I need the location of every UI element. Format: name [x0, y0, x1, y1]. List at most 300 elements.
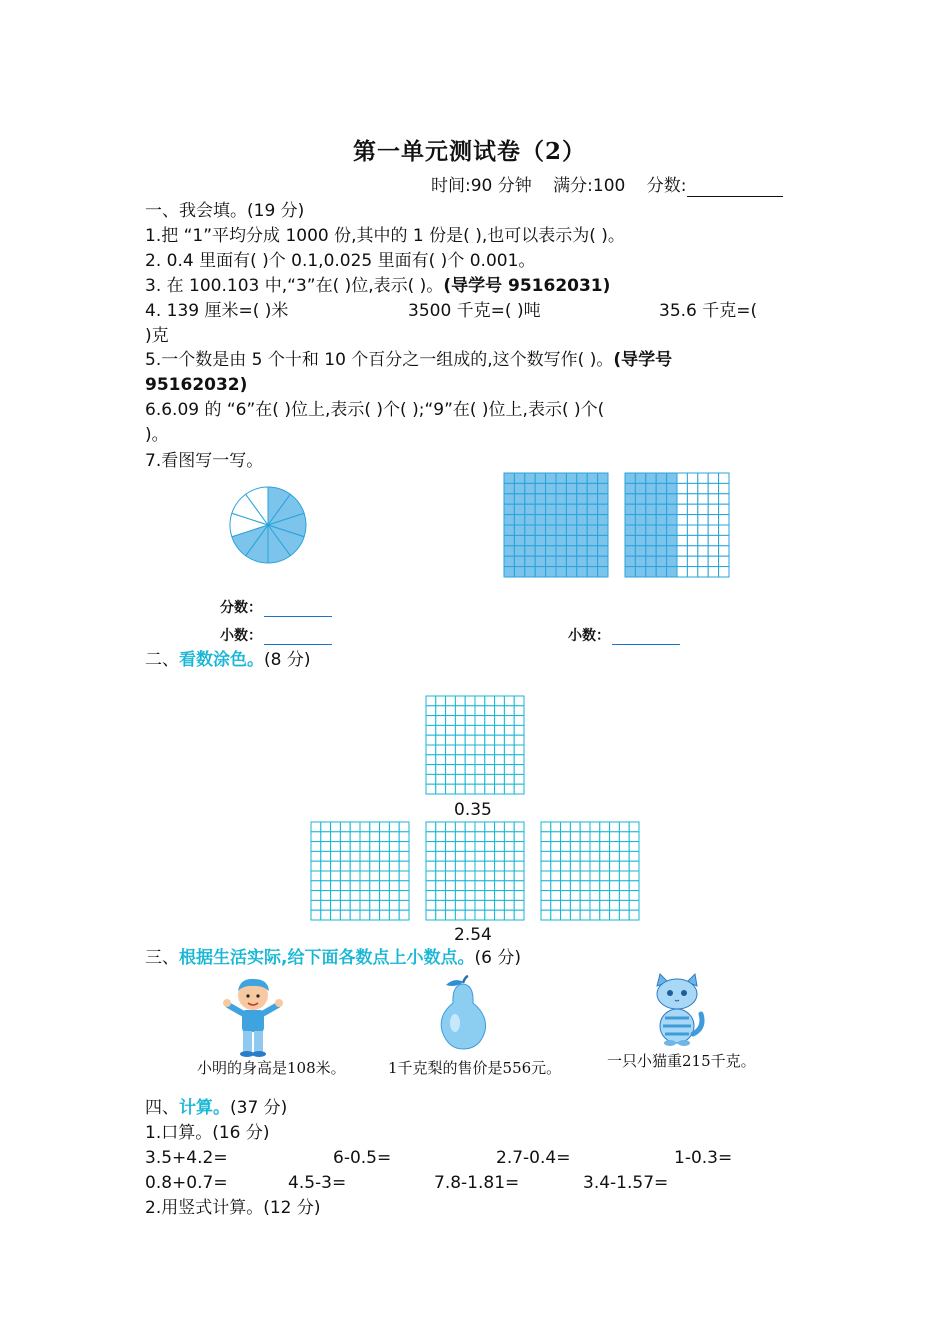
- grid-cell: [561, 842, 571, 852]
- grid-cell: [625, 473, 635, 483]
- grid-cell: [350, 881, 360, 891]
- decimal-answer-2: [568, 625, 680, 645]
- grid-cell: [719, 494, 729, 504]
- question-1: 1.把 “1”平均分成 1000 份,其中的 1 份是( ),也可以表示为( )。: [145, 226, 625, 246]
- question-2: 2. 0.4 里面有( )个 0.1,0.025 里面有( )个 0.001。: [145, 251, 536, 271]
- decimal-blank-1[interactable]: [264, 630, 332, 645]
- grid-cell: [475, 755, 485, 765]
- grid-cell: [311, 842, 321, 852]
- grid-cell: [485, 784, 495, 794]
- grid-cell: [475, 851, 485, 861]
- grid-cell: [719, 546, 729, 556]
- grid-cell: [656, 546, 666, 556]
- grid-cell: [551, 891, 561, 901]
- grid-cell: [551, 842, 561, 852]
- section2-points: (8 分): [264, 650, 311, 670]
- grid-cell: [580, 842, 590, 852]
- grid-cell: [331, 871, 341, 881]
- grid-cell: [514, 900, 524, 910]
- grid-cell: [561, 822, 571, 832]
- grid-cell: [587, 473, 597, 483]
- grid-cell: [629, 842, 639, 852]
- grid-cell: [610, 881, 620, 891]
- grid-cell: [331, 822, 341, 832]
- grid-cell: [436, 871, 446, 881]
- grid-cell: [436, 784, 446, 794]
- grid-cell: [465, 735, 475, 745]
- grid-cell: [485, 696, 495, 706]
- grid-cell: [514, 735, 524, 745]
- grid-cell: [465, 881, 475, 891]
- grid-cell: [656, 535, 666, 545]
- grid-cell: [566, 473, 576, 483]
- grid-cell: [436, 774, 446, 784]
- grid-cell: [311, 881, 321, 891]
- grid-cell: [475, 696, 485, 706]
- grid-cell: [436, 842, 446, 852]
- grid-cell: [340, 851, 350, 861]
- grid-cell: [436, 910, 446, 920]
- grid-cell: [389, 832, 399, 842]
- grid-cell: [399, 881, 409, 891]
- grid-cell: [465, 842, 475, 852]
- grid-cell: [485, 765, 495, 775]
- time-limit: 时间:90 分钟: [431, 176, 532, 196]
- grid-cell: [646, 546, 656, 556]
- grid-cell: [625, 494, 635, 504]
- grid-cell: [698, 504, 708, 514]
- grid-cell: [561, 861, 571, 871]
- grid-cell: [465, 784, 475, 794]
- grid-cell: [687, 515, 697, 525]
- grid-cell: [590, 861, 600, 871]
- section4-points: (37 分): [230, 1098, 288, 1118]
- grid-cell: [389, 842, 399, 852]
- grid-cell: [556, 483, 566, 493]
- grid-cell: [541, 842, 551, 852]
- grid-cell: [350, 832, 360, 842]
- grid-cell: [504, 696, 514, 706]
- grid-cell: [350, 871, 360, 881]
- fraction-blank[interactable]: [264, 602, 332, 617]
- grid-cell: [426, 774, 436, 784]
- grid-cell: [551, 881, 561, 891]
- grid-cell: [465, 832, 475, 842]
- grid-cell: [587, 525, 597, 535]
- grid-cell: [485, 832, 495, 842]
- grid-cell: [708, 525, 718, 535]
- grid-cell: [370, 891, 380, 901]
- decimal-blank-2[interactable]: [612, 630, 680, 645]
- grid-cell: [590, 842, 600, 852]
- grid-cell: [380, 891, 390, 901]
- grid-cell: [495, 696, 505, 706]
- fraction-pie: [227, 484, 309, 566]
- grid-cell: [677, 525, 687, 535]
- grid-cell: [566, 483, 576, 493]
- grid-cell: [514, 494, 524, 504]
- section1-heading: 一、我会填。(19 分): [145, 201, 305, 221]
- grid-cell: [708, 546, 718, 556]
- grid-cell: [598, 494, 608, 504]
- grid-cell: [514, 525, 524, 535]
- grid-cell: [561, 851, 571, 861]
- grid-cell: [495, 774, 505, 784]
- question-6-end: )。: [145, 425, 169, 445]
- grid-cell: [360, 891, 370, 901]
- grid-cell: [485, 735, 495, 745]
- grid-cell: [687, 546, 697, 556]
- grid-cell: [514, 716, 524, 726]
- guide-number-2b: 95162032): [145, 375, 248, 395]
- grid-cell: [340, 910, 350, 920]
- grid-cell: [465, 891, 475, 901]
- decimal-answer-1: [220, 625, 332, 645]
- grid-cell: [635, 473, 645, 483]
- grid-cell: [551, 832, 561, 842]
- grid-cell: [629, 900, 639, 910]
- grid-cell: [570, 891, 580, 901]
- grid-cell: [587, 546, 597, 556]
- grid-cell: [566, 546, 576, 556]
- grid-cell: [399, 910, 409, 920]
- grid-cell: [465, 861, 475, 871]
- grid-cell: [446, 774, 456, 784]
- page-title: 第一单元测试卷（2）: [353, 138, 587, 165]
- grid-cell: [370, 900, 380, 910]
- grid-cell: [426, 755, 436, 765]
- grid-cell: [698, 473, 708, 483]
- grid-cell: [598, 546, 608, 556]
- grid-cell: [485, 706, 495, 716]
- grid-cell: [475, 765, 485, 775]
- grid-cell: [698, 535, 708, 545]
- grid-cell: [436, 745, 446, 755]
- grid-cell: [399, 851, 409, 861]
- grid-cell: [426, 910, 436, 920]
- grid-cell: [475, 774, 485, 784]
- grid-cell: [535, 567, 545, 577]
- grid-cell: [514, 774, 524, 784]
- grid-cell: [541, 891, 551, 901]
- grid-cell: [708, 473, 718, 483]
- guide-number-2a: (导学号: [613, 350, 673, 370]
- grid-cell: [667, 546, 677, 556]
- coloring-value-2: 2.54: [454, 925, 492, 945]
- grid-cell: [619, 842, 629, 852]
- grid-cell: [321, 910, 331, 920]
- grid-cell: [495, 851, 505, 861]
- grid-cell: [561, 910, 571, 920]
- grid-cell: [619, 832, 629, 842]
- grid-cell: [600, 861, 610, 871]
- grid-cell: [566, 494, 576, 504]
- grid-cell: [610, 822, 620, 832]
- grid-cell: [311, 861, 321, 871]
- grid-cell: [580, 851, 590, 861]
- grid-cell: [656, 567, 666, 577]
- grid-cell: [619, 871, 629, 881]
- grid-cell: [635, 556, 645, 566]
- boy-image: [218, 975, 288, 1057]
- grid-cell: [577, 546, 587, 556]
- grid-cell: [541, 851, 551, 861]
- grid-cell: [504, 774, 514, 784]
- grid-cell: [566, 556, 576, 566]
- grid-cell: [370, 861, 380, 871]
- grid-cell: [570, 832, 580, 842]
- grid-cell: [598, 483, 608, 493]
- section4-title: 计算。: [179, 1098, 230, 1118]
- grid-cell: [535, 546, 545, 556]
- grid-cell: [350, 851, 360, 861]
- grid-cell: [600, 842, 610, 852]
- grid-cell: [667, 567, 677, 577]
- grid-cell: [635, 567, 645, 577]
- grid-cell: [551, 822, 561, 832]
- grid-cell: [561, 871, 571, 881]
- grid-cell: [687, 483, 697, 493]
- grid-cell: [426, 716, 436, 726]
- grid-cell: [646, 525, 656, 535]
- grid-cell: [677, 483, 687, 493]
- grid-cell: [495, 822, 505, 832]
- grid-cell: [525, 494, 535, 504]
- grid-cell: [350, 891, 360, 901]
- grid-cell: [504, 745, 514, 755]
- guide-number-1: (导学号 95162031): [443, 276, 611, 296]
- grid-cell: [426, 851, 436, 861]
- grid-cell: [646, 483, 656, 493]
- grid-cell: [504, 832, 514, 842]
- grid-cell: [580, 822, 590, 832]
- grid-cell: [426, 881, 436, 891]
- grid-cell: [426, 861, 436, 871]
- grid-cell: [556, 546, 566, 556]
- grid-cell: [495, 871, 505, 881]
- grid-cell: [570, 842, 580, 852]
- grid-cell: [380, 871, 390, 881]
- grid-cell: [525, 483, 535, 493]
- grid-cell: [475, 871, 485, 881]
- grid-cell: [504, 765, 514, 775]
- grid-cell: [587, 567, 597, 577]
- grid-cell: [708, 483, 718, 493]
- grid-cell: [465, 696, 475, 706]
- grid-cell: [677, 515, 687, 525]
- grid-cell: [350, 842, 360, 852]
- calc-2-2: 4.5-3=: [288, 1173, 347, 1193]
- grid-cell: [541, 871, 551, 881]
- grid-cell: [535, 556, 545, 566]
- grid-cell: [719, 473, 729, 483]
- grid-cell: [321, 822, 331, 832]
- grid-cell: [455, 735, 465, 745]
- grid-cell: [446, 910, 456, 920]
- grid-cell: [619, 851, 629, 861]
- grid-cell: [677, 567, 687, 577]
- grid-cell: [546, 556, 556, 566]
- grid-cell: [698, 494, 708, 504]
- grid-cell: [656, 556, 666, 566]
- hundred-grid-full: [503, 472, 609, 578]
- grid-cell: [514, 910, 524, 920]
- grid-cell: [546, 515, 556, 525]
- grid-cell: [687, 504, 697, 514]
- grid-cell: [446, 822, 456, 832]
- grid-cell: [719, 567, 729, 577]
- grid-cell: [619, 861, 629, 871]
- grid-cell: [635, 504, 645, 514]
- grid-cell: [331, 910, 341, 920]
- grid-cell: [389, 851, 399, 861]
- grid-cell: [667, 556, 677, 566]
- grid-cell: [504, 546, 514, 556]
- grid-cell: [514, 851, 524, 861]
- grid-cell: [389, 891, 399, 901]
- grid-cell: [577, 556, 587, 566]
- grid-cell: [590, 851, 600, 861]
- coloring-grid-3[interactable]: [425, 821, 525, 921]
- grid-cell: [541, 900, 551, 910]
- grid-cell: [426, 822, 436, 832]
- grid-cell: [399, 861, 409, 871]
- grid-cell: [656, 473, 666, 483]
- question-4: [145, 300, 288, 322]
- grid-cell: [566, 515, 576, 525]
- grid-cell: [465, 774, 475, 784]
- cat-image: [643, 972, 708, 1047]
- grid-cell: [514, 745, 524, 755]
- grid-cell: [514, 881, 524, 891]
- grid-cell: [719, 525, 729, 535]
- grid-cell: [610, 842, 620, 852]
- fraction-label: 分数：: [220, 600, 262, 616]
- grid-cell: [600, 822, 610, 832]
- grid-cell: [667, 494, 677, 504]
- grid-cell: [677, 504, 687, 514]
- grid-cell: [446, 891, 456, 901]
- grid-cell: [590, 900, 600, 910]
- grid-cell: [426, 891, 436, 901]
- section3-heading: [145, 947, 521, 969]
- caption-cat: 一只小猫重215千克。: [607, 1052, 756, 1070]
- coloring-grid-4[interactable]: [540, 821, 640, 921]
- grid-cell: [556, 525, 566, 535]
- grid-cell: [600, 881, 610, 891]
- grid-cell: [321, 881, 331, 891]
- calc-1-2: 6-0.5=: [333, 1148, 392, 1168]
- grid-cell: [514, 842, 524, 852]
- grid-cell: [340, 861, 350, 871]
- grid-cell: [708, 515, 718, 525]
- grid-cell: [546, 483, 556, 493]
- grid-cell: [570, 881, 580, 891]
- grid-cell: [380, 900, 390, 910]
- grid-cell: [389, 871, 399, 881]
- grid-cell: [600, 871, 610, 881]
- grid-cell: [446, 696, 456, 706]
- grid-cell: [331, 851, 341, 861]
- score-blank[interactable]: [687, 180, 783, 197]
- grid-cell: [446, 735, 456, 745]
- grid-cell: [446, 716, 456, 726]
- grid-cell: [321, 900, 331, 910]
- grid-cell: [570, 910, 580, 920]
- grid-cell: [570, 851, 580, 861]
- grid-cell: [455, 871, 465, 881]
- grid-cell: [446, 765, 456, 775]
- grid-cell: [546, 504, 556, 514]
- grid-cell: [436, 891, 446, 901]
- grid-cell: [629, 881, 639, 891]
- grid-cell: [619, 891, 629, 901]
- grid-cell: [556, 473, 566, 483]
- grid-cell: [495, 716, 505, 726]
- section4-heading: [145, 1097, 287, 1119]
- grid-cell: [541, 881, 551, 891]
- grid-cell: [340, 881, 350, 891]
- grid-cell: [399, 871, 409, 881]
- hundred-grid-half: [624, 472, 730, 578]
- grid-cell: [514, 546, 524, 556]
- grid-cell: [667, 473, 677, 483]
- grid-cell: [577, 535, 587, 545]
- grid-cell: [485, 881, 495, 891]
- grid-cell: [426, 784, 436, 794]
- grid-cell: [610, 891, 620, 901]
- grid-cell: [667, 504, 677, 514]
- grid-cell: [504, 515, 514, 525]
- grid-cell: [551, 871, 561, 881]
- grid-cell: [495, 891, 505, 901]
- grid-cell: [535, 525, 545, 535]
- grid-cell: [514, 556, 524, 566]
- grid-cell: [577, 473, 587, 483]
- grid-cell: [360, 832, 370, 842]
- grid-cell: [504, 494, 514, 504]
- grid-cell: [485, 716, 495, 726]
- grid-cell: [535, 504, 545, 514]
- grid-cell: [687, 556, 697, 566]
- grid-cell: [556, 515, 566, 525]
- coloring-grid-2[interactable]: [310, 821, 410, 921]
- grid-cell: [370, 871, 380, 881]
- grid-cell: [525, 556, 535, 566]
- grid-cell: [426, 745, 436, 755]
- grid-cell: [600, 851, 610, 861]
- grid-cell: [475, 861, 485, 871]
- grid-cell: [698, 567, 708, 577]
- grid-cell: [514, 891, 524, 901]
- grid-cell: [504, 910, 514, 920]
- grid-cell: [360, 900, 370, 910]
- grid-cell: [566, 535, 576, 545]
- grid-cell: [570, 861, 580, 871]
- coloring-grid-1[interactable]: [425, 695, 525, 795]
- grid-cell: [546, 525, 556, 535]
- grid-cell: [360, 871, 370, 881]
- grid-cell: [380, 910, 390, 920]
- grid-cell: [610, 871, 620, 881]
- grid-cell: [321, 832, 331, 842]
- grid-cell: [551, 851, 561, 861]
- grid-cell: [360, 910, 370, 920]
- grid-cell: [495, 861, 505, 871]
- grid-cell: [426, 832, 436, 842]
- grid-cell: [656, 483, 666, 493]
- grid-cell: [495, 765, 505, 775]
